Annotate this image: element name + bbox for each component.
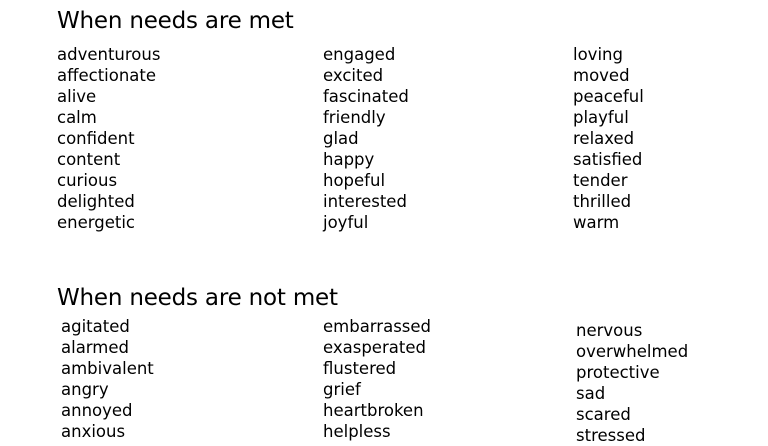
feeling-word: overwhelmed bbox=[576, 342, 689, 361]
feeling-word: interested bbox=[323, 192, 407, 211]
feeling-word: engaged bbox=[323, 45, 396, 64]
feeling-word: moved bbox=[573, 66, 630, 85]
feeling-word: alarmed bbox=[61, 338, 129, 357]
feelings-column-met-2 bbox=[323, 44, 409, 233]
feeling-word: happy bbox=[323, 150, 375, 169]
feeling-word: agitated bbox=[61, 317, 130, 336]
feeling-word: glad bbox=[323, 129, 359, 148]
feeling-word: relaxed bbox=[573, 129, 635, 148]
feeling-word: joyful bbox=[323, 213, 369, 232]
feeling-word: heartbroken bbox=[323, 401, 424, 420]
feeling-word: sad bbox=[576, 384, 606, 403]
feeling-word: annoyed bbox=[61, 401, 133, 420]
feeling-word: peaceful bbox=[573, 87, 644, 106]
feeling-word: helpless bbox=[323, 422, 391, 441]
feeling-word: friendly bbox=[323, 108, 386, 127]
section-heading-needs-not-met: When needs are not met bbox=[57, 285, 338, 311]
feeling-word: calm bbox=[57, 108, 97, 127]
feeling-word: confident bbox=[57, 129, 135, 148]
feeling-word: thrilled bbox=[573, 192, 632, 211]
feeling-word: nervous bbox=[576, 321, 643, 340]
feeling-word: anxious bbox=[61, 422, 126, 441]
feeling-word: adventurous bbox=[57, 45, 161, 64]
feeling-word: angry bbox=[61, 380, 109, 399]
feelings-column-met-1 bbox=[57, 44, 160, 233]
feelings-column-not-met-3 bbox=[576, 320, 688, 446]
feeling-word: playful bbox=[573, 108, 629, 127]
feeling-word: ambivalent bbox=[61, 359, 154, 378]
feelings-column-not-met-2 bbox=[323, 316, 431, 442]
feeling-word: flustered bbox=[323, 359, 397, 378]
feelings-column-not-met-1 bbox=[61, 316, 154, 442]
feeling-word: exasperated bbox=[323, 338, 426, 357]
feeling-word: energetic bbox=[57, 213, 136, 232]
feeling-word: embarrassed bbox=[323, 317, 432, 336]
feeling-word: grief bbox=[323, 380, 361, 399]
feeling-word: satisfied bbox=[573, 150, 643, 169]
feeling-word: scared bbox=[576, 405, 631, 424]
feeling-word: stressed bbox=[576, 426, 646, 445]
feeling-word: curious bbox=[57, 171, 118, 190]
feeling-word: excited bbox=[323, 66, 384, 85]
feeling-word: content bbox=[57, 150, 121, 169]
feeling-word: loving bbox=[573, 45, 623, 64]
feeling-word: fascinated bbox=[323, 87, 409, 106]
feeling-word: hopeful bbox=[323, 171, 386, 190]
feeling-word: protective bbox=[576, 363, 660, 382]
feeling-word: tender bbox=[573, 171, 628, 190]
feeling-word: affectionate bbox=[57, 66, 157, 85]
feeling-word: alive bbox=[57, 87, 97, 106]
feeling-word: warm bbox=[573, 213, 620, 232]
feelings-column-met-3 bbox=[573, 44, 644, 233]
feeling-word: delighted bbox=[57, 192, 135, 211]
section-heading-needs-met: When needs are met bbox=[57, 8, 294, 34]
